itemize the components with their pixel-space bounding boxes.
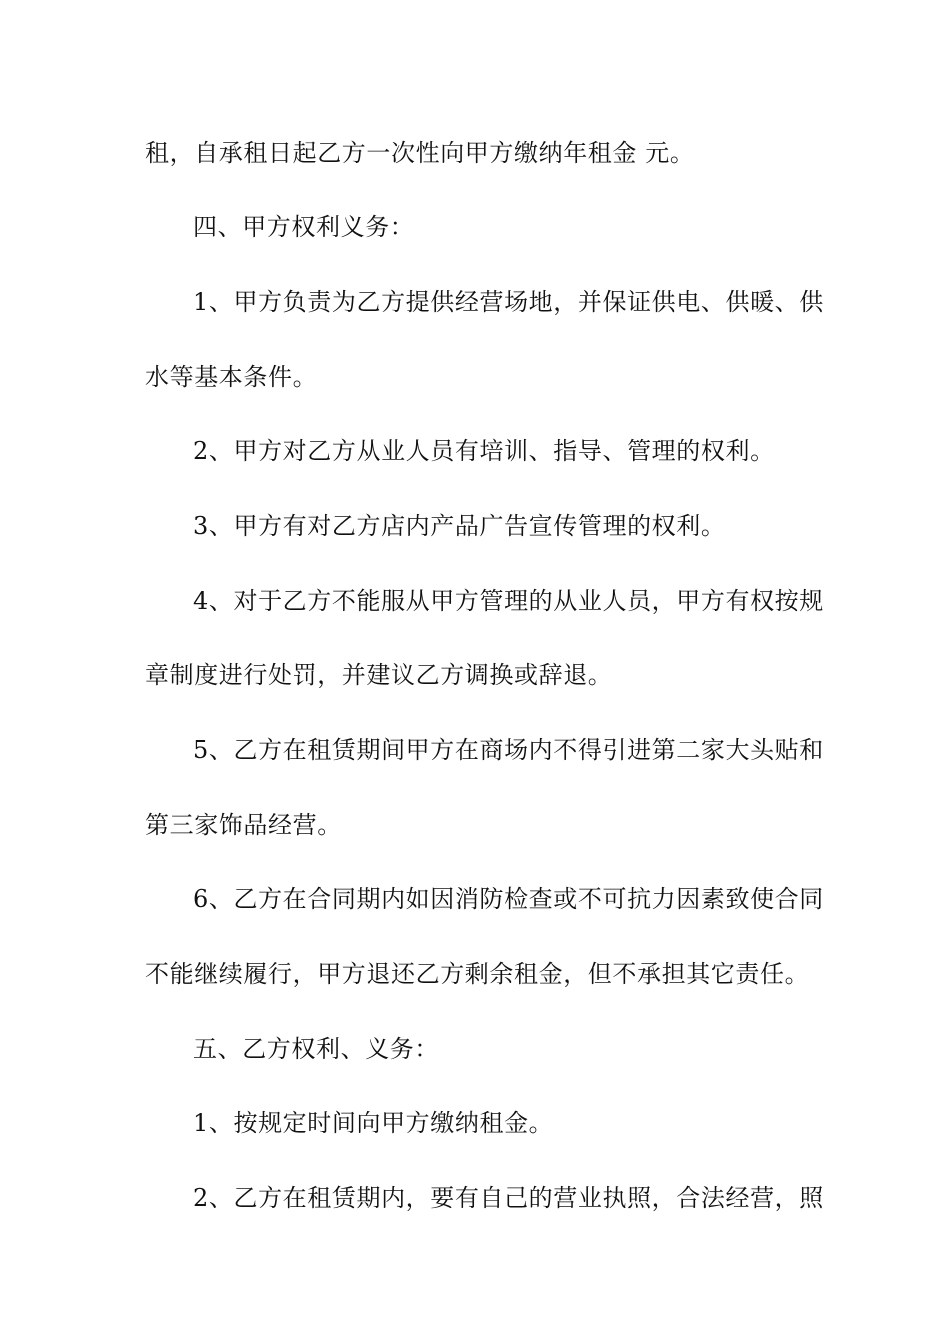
section-heading-party-a: 四、甲方权利义务：	[193, 213, 415, 241]
section-heading-party-b: 五、乙方权利、义务：	[193, 1035, 439, 1063]
paragraph-line: 第三家饰品经营。	[145, 811, 342, 839]
paragraph-line: 水等基本条件。	[145, 363, 318, 391]
paragraph-line: 2、甲方对乙方从业人员有培训、指导、管理的权利。	[193, 437, 775, 465]
paragraph-line: 1、按规定时间向甲方缴纳租金。	[193, 1109, 554, 1137]
paragraph-line: 1、甲方负责为乙方提供经营场地，并保证供电、供暖、供	[193, 288, 824, 316]
paragraph-line: 租，自承租日起乙方一次性向甲方缴纳年租金 元。	[145, 139, 695, 167]
paragraph-line: 2、乙方在租赁期内，要有自己的营业执照，合法经营，照	[193, 1184, 824, 1212]
paragraph-line: 6、乙方在合同期内如因消防检查或不可抗力因素致使合同	[193, 885, 824, 913]
paragraph-line: 章制度进行处罚，并建议乙方调换或辞退。	[145, 661, 613, 689]
paragraph-line: 3、甲方有对乙方店内产品广告宣传管理的权利。	[193, 512, 726, 540]
paragraph-line: 不能继续履行，甲方退还乙方剩余租金，但不承担其它责任。	[145, 960, 810, 988]
paragraph-line: 5、乙方在租赁期间甲方在商场内不得引进第二家大头贴和	[193, 736, 824, 764]
paragraph-line: 4、对于乙方不能服从甲方管理的从业人员，甲方有权按规	[193, 587, 824, 615]
